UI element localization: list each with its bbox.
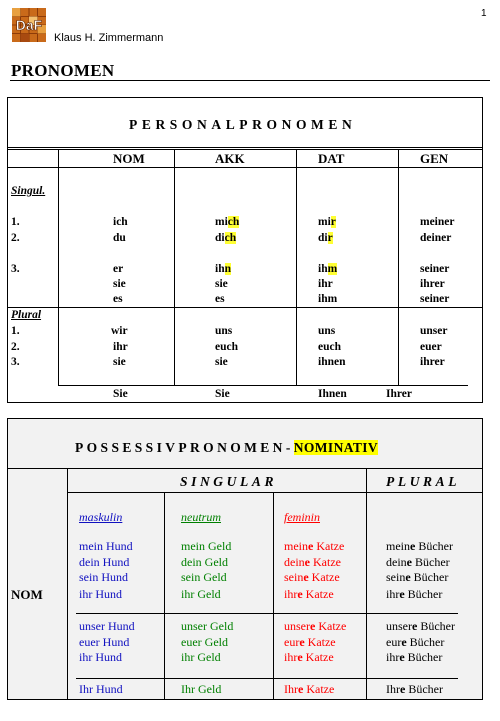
col-divider-1 — [67, 468, 68, 699]
dat-1-ending: r — [330, 216, 336, 228]
page-title: PRONOMEN — [11, 61, 115, 80]
number-header-divider — [67, 492, 482, 493]
plural-nom-2: ihr — [113, 341, 128, 353]
akk-1-ending: ch — [227, 216, 240, 228]
gen-3: seiner — [420, 263, 450, 275]
nom-5: es — [113, 293, 123, 305]
nom-3: er — [113, 263, 124, 275]
group1-masculine: mein Hund dein Hund sein Hund ihr Hund — [79, 539, 133, 601]
plural-akk-2: euch — [215, 341, 238, 353]
polite-divider — [76, 678, 458, 679]
title-divider — [8, 147, 482, 148]
plural-person-2: 2. — [11, 341, 20, 353]
author-name: Klaus H. Zimmermann — [54, 32, 164, 44]
col-divider-3 — [273, 492, 274, 699]
gen-1: meiner — [420, 216, 455, 228]
gender-neuter: neutrum — [181, 510, 221, 524]
gender-masculine: maskulin — [79, 510, 123, 524]
plural-person-3: 3. — [11, 356, 20, 368]
gen-2: deiner — [420, 232, 452, 244]
col-divider-4 — [366, 468, 367, 699]
nominativ-highlight: NOMINATIV — [293, 440, 379, 455]
nom-1: ich — [113, 216, 128, 228]
gender-feminine: feminin — [284, 510, 320, 524]
col-divider-2 — [164, 492, 165, 699]
title-divider — [8, 468, 482, 469]
plural-person-1: 1. — [11, 325, 20, 337]
akk-4: sie — [215, 278, 228, 290]
group2-feminine: unsere Katze eure Katze ihre Katze — [284, 619, 347, 664]
akk-3: ihn — [215, 263, 231, 275]
akk-3-ending: n — [224, 263, 231, 275]
plural-gen-1: unser — [420, 325, 448, 337]
col-header-akk: AKK — [215, 151, 245, 166]
col-header-dat: DAT — [318, 151, 345, 166]
group-divider — [76, 613, 458, 614]
logo-text: DaF — [15, 17, 43, 33]
col-header-nom: NOM — [113, 151, 145, 166]
person-2: 2. — [11, 232, 20, 244]
singular-header: SINGULAR — [180, 474, 278, 489]
nom-4: sie — [113, 278, 126, 290]
plural-dat-3: ihnen — [318, 356, 346, 368]
polite-divider — [58, 385, 468, 386]
polite-nom: Sie — [113, 388, 128, 400]
col-divider-3 — [296, 149, 297, 385]
akk-2: dich — [215, 232, 237, 244]
group2-neuter: unser Geld euer Geld ihr Geld — [181, 619, 234, 664]
akk-2-ending: ch — [224, 232, 237, 244]
col-divider-1 — [58, 149, 59, 385]
plural-gen-3: ihrer — [420, 356, 445, 368]
case-label-nom: NOM — [11, 587, 43, 602]
plural-gen-2: euer — [420, 341, 442, 353]
col-divider-2 — [174, 149, 175, 385]
plural-nom-1: wir — [111, 325, 128, 337]
possessive-table-title: POSSESSIVPRONOMEN-NOMINATIV — [75, 440, 379, 455]
dat-2: dir — [318, 232, 333, 244]
polite-dat: Ihnen — [318, 388, 347, 400]
dat-5: ihm — [318, 293, 338, 305]
polite-gen: Ihrer — [386, 388, 412, 400]
dat-4: ihr — [318, 278, 333, 290]
plural-akk-3: sie — [215, 356, 228, 368]
akk-1: mich — [215, 216, 240, 228]
daf-logo — [12, 8, 46, 42]
plural-dat-2: euch — [318, 341, 341, 353]
group1-neuter: mein Geld dein Geld sein Geld ihr Geld — [181, 539, 232, 601]
group2-plural: unsere Bücher eure Bücher ihre Bücher — [386, 619, 455, 664]
personal-pronoun-table — [7, 97, 483, 403]
akk-5: es — [215, 293, 225, 305]
gen-4: ihrer — [420, 278, 445, 290]
plural-header: PLURAL — [386, 474, 461, 489]
group1-feminine: meine Katze deine Katze seine Katze ihre Katze — [284, 539, 345, 601]
possessive-pronoun-table — [7, 418, 483, 700]
polite-masculine: Ihr Hund — [79, 682, 123, 696]
dat-3: ihm — [318, 263, 338, 275]
plural-nom-3: sie — [113, 356, 126, 368]
polite-neuter: Ihr Geld — [181, 682, 222, 696]
nom-2: du — [113, 232, 126, 244]
title-rule — [10, 80, 490, 81]
col-divider-4 — [398, 149, 399, 385]
group1-plural: meine Bücher deine Bücher seine Bücher ihre Bücher — [386, 539, 453, 601]
polite-feminine: Ihre Katze — [284, 682, 335, 696]
header-divider — [8, 167, 482, 168]
polite-akk: Sie — [215, 388, 230, 400]
dat-1: mir — [318, 216, 336, 228]
page-number: 1 — [481, 8, 487, 19]
plural-label: Plural — [11, 309, 42, 321]
singular-label: Singul. — [11, 185, 46, 197]
gen-5: seiner — [420, 293, 450, 305]
plural-dat-1: uns — [318, 325, 336, 337]
singular-plural-divider — [8, 307, 482, 308]
dat-2-ending: r — [327, 232, 333, 244]
person-1: 1. — [11, 216, 20, 228]
col-header-gen: GEN — [420, 151, 449, 166]
person-3: 3. — [11, 263, 20, 275]
title-divider-2 — [8, 149, 482, 150]
personal-table-title: PERSONALPRONOMEN — [129, 117, 357, 132]
group2-masculine: unser Hund euer Hund ihr Hund — [79, 619, 135, 664]
plural-akk-1: uns — [215, 325, 233, 337]
dat-3-ending: m — [327, 263, 338, 275]
polite-plural: Ihre Bücher — [386, 682, 443, 696]
